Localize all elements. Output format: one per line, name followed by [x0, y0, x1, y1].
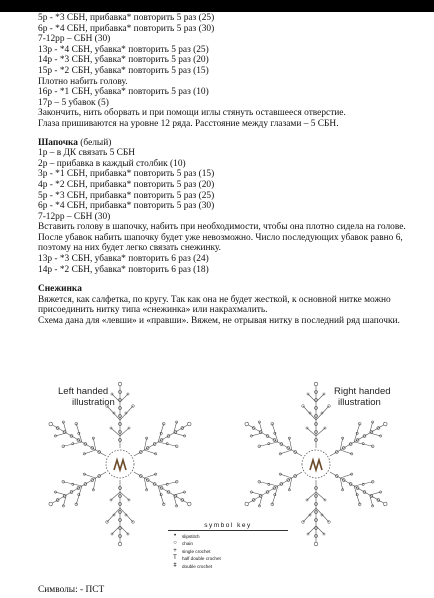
- snowflake-heading: Снежинка: [38, 284, 82, 295]
- symbol-key-item: [168, 555, 288, 562]
- snowflake-paragraph: Схема дана для «левши» и «правши». Вяжем, не отрывая нитку в последний ряд шапочки.: [38, 316, 400, 327]
- symbols-line: Символы: - ПСТ: [38, 585, 105, 595]
- hat-row: 6р - *4 СБН, прибавка* повторить 5 раз (30): [38, 201, 215, 212]
- pattern-rows-head: [38, 13, 430, 130]
- hat-row: 7-12рр – СБН (30): [38, 211, 111, 222]
- hat-row: 13р - *3 СБН, убавка* повторить 6 раз (24): [38, 254, 209, 265]
- text-line: 7-12рр – СБН (30): [38, 34, 111, 45]
- symbol-key-label: slipstitch: [182, 534, 200, 539]
- caption-line: illustration: [72, 397, 115, 408]
- text-line: 16р - *1 СБН, убавка* повторить 5 раз (10): [38, 87, 209, 98]
- symbol-key-item: [168, 563, 288, 570]
- symbol-key-item: [168, 540, 288, 547]
- single-crochet-icon: +: [173, 547, 177, 554]
- caption-line: Right handed: [334, 386, 391, 397]
- hat-row: 2р – прибавка в каждый столбик (10): [38, 158, 186, 169]
- text-line: Закончить, нить оборвать и при помощи иглы стянуть оставшееся отверстие.: [38, 108, 346, 119]
- text-line: 13р - *4 СБН, убавка* повторить 5 раз (25): [38, 44, 209, 55]
- hat-row: 1р – в ДК связать 5 СБН: [38, 148, 136, 159]
- text-line: 14р - *3 СБН, убавка* повторить 5 раз (20): [38, 55, 209, 66]
- text-line: Глаза пришиваются на уровне 12 ряда. Расстояние между глазами – 5 СБН.: [38, 118, 339, 129]
- symbol-key-label: half double crochet: [182, 556, 221, 562]
- text-line: 17р – 5 убавок (5): [38, 97, 109, 108]
- hat-title: Шапочка: [38, 137, 78, 148]
- symbol-key-item: [168, 533, 288, 540]
- text-line: Плотно набить голову.: [38, 76, 128, 87]
- snowflake-paragraph: Вяжется, как салфетка, по кругу. Так как она не будет жесткой, к основной нитке можно присоединить нитку типа «снежинка» или накрахмалить.: [38, 294, 391, 316]
- symbol-key-label: chain: [182, 541, 193, 547]
- text-line: 5р - *3 СБН, прибавка* повторить 5 раз (25): [38, 13, 215, 23]
- caption-line: Left handed: [58, 386, 109, 397]
- symbol-key: [168, 522, 288, 570]
- symbol-key-title: symbol key: [168, 522, 288, 531]
- double-crochet-icon: ǂ: [173, 562, 177, 569]
- symbol-key-label: double crochet: [182, 563, 213, 569]
- hat-paragraph: Вставить голову в шапочку, набить при необходимости, чтобы она плотно сидела на голове. После убавок набить шапочку будет уже невозможно. Число последующих убавок равно 6, поэтому на них будет легко связать снежинку.: [38, 222, 406, 254]
- snowflake-diagrams: [38, 372, 430, 582]
- document-text: [38, 13, 430, 327]
- top-bar: [0, 0, 434, 12]
- hat-row: 14р - *2 СБН, убавка* повторить 6 раз (18): [38, 264, 209, 275]
- text-line: 6р - *4 СБН, прибавка* повторить 5 раз (30): [38, 23, 215, 34]
- symbol-key-item: [168, 548, 288, 555]
- hat-row: 3р - *1 СБН, прибавка* повторить 5 раз (15): [38, 169, 215, 180]
- slip-stitch-icon: •: [173, 533, 177, 539]
- hat-row: 4р - *2 СБН, прибавка* повторить 5 раз (20): [38, 179, 215, 190]
- half-double-crochet-icon: T: [173, 555, 177, 562]
- symbol-key-label: single crochet: [182, 548, 211, 554]
- hat-title-note: (белый): [80, 137, 112, 148]
- hat-heading: [38, 138, 430, 149]
- text-line: 15р - *2 СБН, убавка* повторить 5 раз (15): [38, 65, 209, 76]
- caption-line: illustration: [338, 397, 381, 408]
- chain-icon: ○: [173, 540, 177, 547]
- hat-row: 5р - *3 СБН, прибавка* повторить 5 раз (25): [38, 190, 215, 201]
